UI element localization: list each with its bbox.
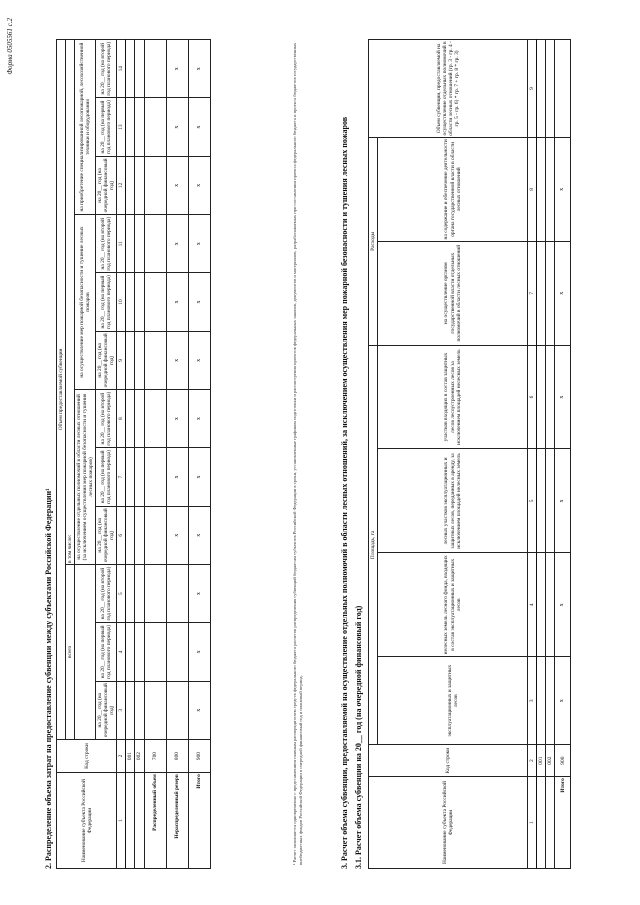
section-3-heading: 3. Расчет объема субвенции, предоставляемой на осуществление отдельных полномочий в области лесных отношений, за исключением осуществления мер пожарной безопасности и тушения лесных пожаров [340, 116, 349, 869]
period-header: на 20__ год (на очередной финансовый год) [96, 156, 117, 214]
col-header-expenses: Расходы [369, 137, 378, 345]
col-number: 6 [117, 506, 126, 564]
row-label: Нераспределенный резерв [166, 773, 188, 869]
section-3-1-heading: 3.1. Расчет объема субвенции на 20__ год (на очередной финансовый год) [354, 605, 363, 869]
period-header: на 20__ год (на второй год планового периода) [96, 40, 117, 98]
col-number: 1 [528, 777, 537, 869]
x-mark: x [555, 137, 571, 241]
x-mark: x [188, 40, 210, 98]
col-header-volume: Объем предоставляемой субвенции [57, 40, 66, 740]
x-mark: x [166, 390, 188, 448]
col-number: 5 [528, 449, 537, 553]
x-mark: x [555, 449, 571, 553]
table-row [555, 40, 571, 869]
row-code: 001 [126, 739, 135, 772]
form-number: Форма 0505561 с.2 [6, 18, 14, 75]
col-header-code: Код строки [57, 739, 117, 772]
x-mark: x [166, 273, 188, 331]
col-number: 9 [528, 40, 537, 138]
x-mark: x [555, 553, 571, 657]
x-mark: x [188, 390, 210, 448]
col-header-group-c: на приобретение специализированной лесопожарной, лесохозяйственной техники и оборудования [75, 40, 96, 215]
x-mark: x [188, 681, 210, 739]
subsidy-distribution-table [56, 39, 211, 869]
row-label: Итого [555, 777, 571, 869]
col-number: 8 [117, 390, 126, 448]
period-header: на 20__ год (на второй год планового периода) [96, 215, 117, 273]
table-row [188, 40, 210, 869]
period-header: на 20__ год (на второй год планового периода) [96, 564, 117, 622]
period-header: на 20__ год (на первый год планового периода) [96, 98, 117, 156]
col-number: 7 [528, 241, 537, 345]
col-header-a5: лесных участков эксплуатационных и защитных лесов, переданных в аренду, за исключением площадей нелесных земель [378, 449, 528, 553]
x-mark: x [188, 98, 210, 156]
x-mark: x [166, 156, 188, 214]
col-number: 12 [117, 156, 126, 214]
x-mark: x [166, 98, 188, 156]
col-number: 13 [117, 98, 126, 156]
col-number: 3 [528, 657, 537, 745]
x-mark: x [555, 657, 571, 745]
col-number: 14 [117, 40, 126, 98]
col-number: 3 [117, 681, 126, 739]
table-row [166, 40, 188, 869]
subsidy-calculation-table [368, 39, 571, 869]
row-label: Итого [188, 773, 210, 869]
col-header-subject: Наименование субъекта Российской Федерации [369, 777, 528, 869]
col-number: 11 [117, 215, 126, 273]
period-header: на 20__ год (на очередной финансовый год) [96, 331, 117, 389]
col-header-a4: нелесных земель лесного фонда, входящих в состав эксплуатационных и защитных лесов [378, 553, 528, 657]
x-mark: x [166, 506, 188, 564]
period-header: на 20__ год (на очередной финансовый год) [96, 506, 117, 564]
col-number: 9 [117, 331, 126, 389]
x-mark: x [188, 623, 210, 681]
row-code: 900 [555, 745, 571, 777]
row-code: 002 [135, 739, 144, 772]
x-mark: x [188, 215, 210, 273]
col-number: 10 [117, 273, 126, 331]
table-row [135, 40, 144, 869]
row-code: 001 [537, 745, 546, 777]
x-mark: x [166, 448, 188, 506]
col-header-total: всего [66, 564, 75, 739]
col-header-subject: Наименование субъекта Российской Федерации [57, 773, 117, 869]
table-row [537, 40, 546, 869]
col-number: 2 [117, 739, 126, 772]
x-mark: x [555, 345, 571, 449]
col-number: 8 [528, 137, 537, 241]
x-mark: x [188, 506, 210, 564]
col-header-including: в том числе: [66, 40, 75, 565]
period-header: на 20__ год (на первый год планового периода) [96, 273, 117, 331]
x-mark: x [166, 215, 188, 273]
col-number: 5 [117, 564, 126, 622]
x-mark: x [188, 331, 210, 389]
table-row [126, 40, 135, 869]
x-mark: x [166, 40, 188, 98]
col-header-group-b: на осуществление мер пожарной безопасности и тушение лесных пожаров [75, 215, 96, 390]
table-row [144, 40, 166, 869]
row-code: 900 [188, 739, 210, 772]
col-header-a6: участков входящих в состав защитных лесов лесоустроенных лесов за исключением площадей нелесных земель [378, 345, 528, 449]
col-header-a3: эксплуатационных и защитных лесов [378, 657, 528, 745]
x-mark: x [188, 448, 210, 506]
footnote: ¹ Расчет заполняется одновременно с представлением главным распорядителем средств федерального бюджета расчетов распределения субвенций бюджетам субъектов Российской Федерации в сроки, установленные графиком подготовки и рассмотрения проектов федеральных законов, документов и материалов, разрабатываемых при составлении проекта федерального бюджета и проекта бюджетов государственных внебюджетных фондов Российской Федерации в очередной финансовый год и плановый период. [292, 42, 303, 865]
row-label: Распределенный объем [144, 773, 166, 869]
row-code: 800 [166, 739, 188, 772]
col-number: 4 [528, 553, 537, 657]
period-header: на 20__ год (на второй год планового периода) [96, 390, 117, 448]
row-code: 700 [144, 739, 166, 772]
col-header-area: Площадь, га [369, 345, 378, 745]
period-header: на 20__ год (на первый год планового периода) [96, 448, 117, 506]
x-mark: x [188, 156, 210, 214]
period-header: на 20__ год (на первый год планового периода) [96, 623, 117, 681]
col-number: 1 [117, 773, 126, 869]
table-row [546, 40, 555, 869]
col-number: 2 [528, 745, 537, 777]
x-mark: x [188, 564, 210, 622]
period-header: на 20__ год (на очередной финансовый год) [96, 681, 117, 739]
col-header-blank [75, 564, 96, 739]
x-mark: x [555, 241, 571, 345]
col-header-e8: на содержание и обеспечение деятельности органа государственной власти в области лесных отношений [378, 137, 528, 241]
col-header-e7: на осуществление органом государственной власти отдельных полномочий в области лесных отношений [378, 241, 528, 345]
col-header-subsidy: Объем субвенции, предоставляемой на осуществление отдельных полномочий в области лесных отношений (гр. 3 - гр. 4 - гр. 5 - гр. 6) * гр. 7 + гр. 8 * гр. 3) [369, 40, 528, 138]
x-mark: x [188, 273, 210, 331]
col-header-code: Код строки [369, 745, 528, 777]
col-number: 7 [117, 448, 126, 506]
col-header-group-a: на осуществление отдельных полномочий в области лесных отношений (за исключением осуществления мер пожарной безопасности и тушения лесных пожаров) [75, 390, 96, 565]
col-number: 6 [528, 345, 537, 449]
x-mark: x [166, 331, 188, 389]
row-code: 002 [546, 745, 555, 777]
col-number: 4 [117, 623, 126, 681]
section-2-heading: 2. Распределение объема затрат на предоставление субвенции между субъектами Российской Федерации¹ [44, 488, 53, 869]
